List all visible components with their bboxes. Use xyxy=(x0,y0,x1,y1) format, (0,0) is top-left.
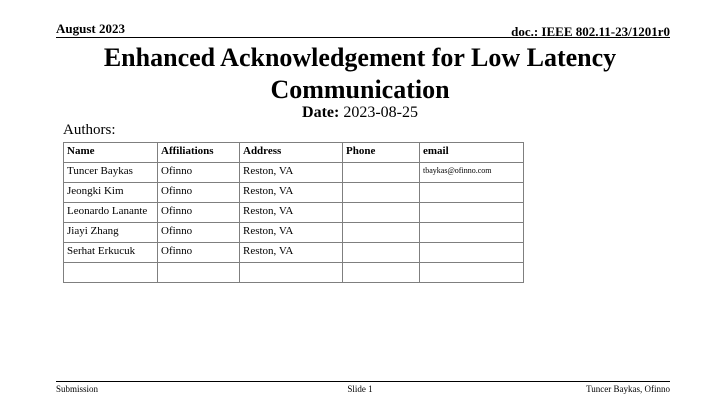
authors-label: Authors: xyxy=(63,122,116,138)
table-row xyxy=(64,203,524,223)
cell-name: Jiayi Zhang xyxy=(64,223,158,243)
cell-phone xyxy=(343,203,420,223)
cell-phone xyxy=(343,243,420,263)
cell-name: Leonardo Lanante xyxy=(64,203,158,223)
table-header-row xyxy=(64,143,524,163)
cell-email xyxy=(420,263,524,283)
header-doc-id: doc.: IEEE 802.11-23/1201r0 xyxy=(511,24,670,39)
cell-phone xyxy=(343,163,420,183)
cell-email xyxy=(420,243,524,263)
cell-address: Reston, VA xyxy=(240,243,343,263)
cell-phone xyxy=(343,183,420,203)
table-row xyxy=(64,223,524,243)
cell-affiliation xyxy=(158,263,240,283)
cell-address: Reston, VA xyxy=(240,203,343,223)
cell-name xyxy=(64,263,158,283)
cell-email[interactable]: tbaykas@ofinno.com xyxy=(420,163,524,183)
cell-address: Reston, VA xyxy=(240,183,343,203)
cell-affiliation: Ofinno xyxy=(158,203,240,223)
header-rule xyxy=(56,37,670,38)
cell-name: Tuncer Baykas xyxy=(64,163,158,183)
cell-phone xyxy=(343,223,420,243)
date-label: Date: xyxy=(302,104,340,121)
cell-affiliation: Ofinno xyxy=(158,243,240,263)
col-header-address: Address xyxy=(240,143,343,163)
footer-rule xyxy=(56,381,670,382)
table-row-empty xyxy=(64,263,524,283)
cell-affiliation: Ofinno xyxy=(158,223,240,243)
table-row xyxy=(64,183,524,203)
cell-email xyxy=(420,203,524,223)
slide-title: Enhanced Acknowledgement for Low Latency Communication xyxy=(103,43,617,104)
header-date: August 2023 xyxy=(56,21,125,36)
cell-address: Reston, VA xyxy=(240,223,343,243)
cell-name: Jeongki Kim xyxy=(64,183,158,203)
cell-name: Serhat Erkucuk xyxy=(64,243,158,263)
date-line xyxy=(0,104,720,122)
footer-submission: Submission xyxy=(56,384,99,394)
cell-phone xyxy=(343,263,420,283)
footer-slide-number: Slide 1 xyxy=(347,384,373,394)
cell-email xyxy=(420,183,524,203)
col-header-affiliations: Affiliations xyxy=(158,143,240,163)
col-header-email: email xyxy=(420,143,524,163)
cell-affiliation: Ofinno xyxy=(158,183,240,203)
date-value: 2023-08-25 xyxy=(343,104,418,121)
cell-address: Reston, VA xyxy=(240,163,343,183)
cell-affiliation: Ofinno xyxy=(158,163,240,183)
table-row xyxy=(64,243,524,263)
col-header-name: Name xyxy=(64,143,158,163)
authors-table xyxy=(63,142,524,283)
col-header-phone: Phone xyxy=(343,143,420,163)
cell-address xyxy=(240,263,343,283)
cell-email xyxy=(420,223,524,243)
table-row xyxy=(64,163,524,183)
footer-author: Tuncer Baykas, Ofinno xyxy=(586,384,670,394)
